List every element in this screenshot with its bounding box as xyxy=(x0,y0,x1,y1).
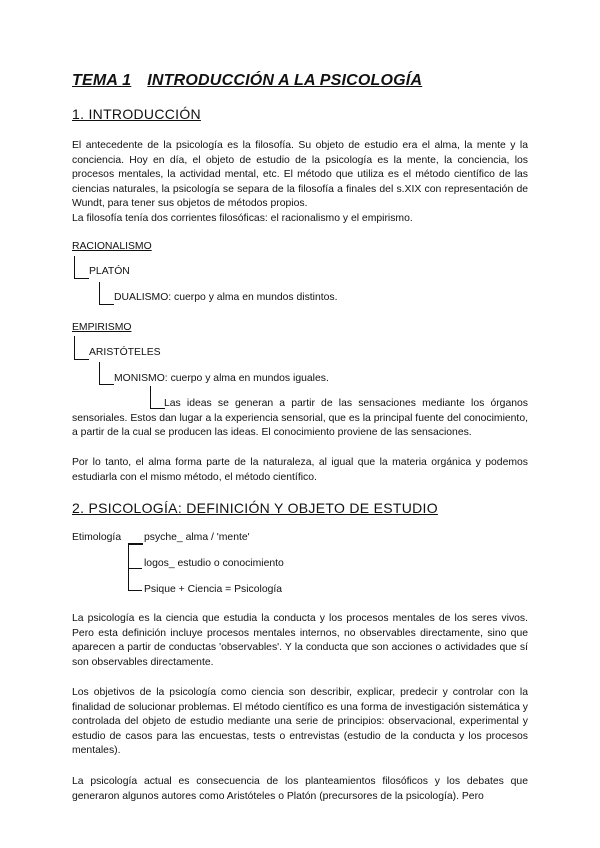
racionalismo-dualismo: DUALISMO: cuerpo y alma en mundos distintos. xyxy=(114,292,338,303)
empirismo-heading: EMPIRISMO xyxy=(72,322,132,333)
tree-connector xyxy=(99,282,114,305)
intro-paragraph xyxy=(72,139,528,227)
etymology-connector xyxy=(128,590,142,591)
definition-paragraph: La psicología es la ciencia que estudia la conducta y los procesos mentales de los seres vivos. Pero esta definición incluye procesos mentales internos, no observables directamente, sino que aparecen a partir de conductas 'observables'. Y la conducta que son acciones o actividades que sí son observables directamente. xyxy=(72,613,528,668)
intro-paragraph-2: La filosofía tenía dos corrientes filosóficas: el racionalismo y el empirismo. xyxy=(72,212,413,224)
etymology-connector xyxy=(128,568,142,569)
etymology-logos: logos_ estudio o conocimiento xyxy=(144,558,284,569)
racionalismo-heading: RACIONALISMO xyxy=(72,241,152,252)
current-psychology-paragraph: La psicología actual es consecuencia de los planteamientos filosóficos y los debates que generaron algunos autores como Aristóteles o Platón (precursores de la psicología). Pero xyxy=(72,776,528,802)
objectives-paragraph: Los objetivos de la psicología como ciencia son describir, explicar, predecir y controlar con la finalidad de solucionar problemas. El método científico es una forma de investigación sistemática y controlada del objeto de estudio mediante una serie de principios: observacional, experimental y estudio de casos para las encuestas, tests o entrevistas (estudio de la conducta y los procesos mentales). xyxy=(72,687,528,757)
empirismo-aristoteles: ARISTÓTELES xyxy=(89,347,161,358)
page-title xyxy=(72,72,422,90)
title-number: TEMA 1 xyxy=(72,72,132,89)
etymology-psyche: psyche_ alma / 'mente' xyxy=(144,532,250,543)
etymology-connector xyxy=(128,543,143,545)
etymology-label: Etimología xyxy=(72,532,122,543)
tree-connector xyxy=(74,256,89,279)
empirismo-ideas-paragraph: Las ideas se generan a partir de las sensaciones mediante los órganos sensoriales. Estos dan lugar a la experiencia sensorial, que es la principal fuente del conocimiento, a partir de la cual se producen las ideas. El conocimiento proviene de las sensaciones. xyxy=(72,398,528,439)
tree-connector xyxy=(74,336,89,360)
racionalismo-platon: PLATÓN xyxy=(89,266,130,277)
etymology-result: Psique + Ciencia = Psicología xyxy=(144,584,283,595)
intro-paragraph-1: El antecedente de la psicología es la filosofía. Su objeto de estudio era el alma, la mente y la conciencia. Hoy en día, el objeto de estudio de la psicología es la mente, la conciencia, los procesos mentales, la actividad mental, etc. El método que utiliza es el método científico de las ciencias naturales, la psicología se separa de la filosofía a finales del s.XIX con representación de Wundt, para tener sus objetos de métodos propios. xyxy=(72,140,528,210)
tree-connector xyxy=(99,362,114,385)
etymology-tree-line xyxy=(128,544,129,590)
title-text: INTRODUCCIÓN A LA PSICOLOGÍA xyxy=(147,72,423,89)
section-heading-introduccion: 1. INTRODUCCIÓN xyxy=(72,106,201,122)
conclusion-paragraph: Por lo tanto, el alma forma parte de la naturaleza, al igual que la materia orgánica y podemos estudiarla con el mismo método, el método científico. xyxy=(72,457,528,483)
empirismo-monismo: MONISMO: cuerpo y alma en mundos iguales. xyxy=(114,373,329,384)
section-heading-psicologia: 2. PSICOLOGÍA: DEFINICIÓN Y OBJETO DE ESTUDIO xyxy=(72,500,438,516)
